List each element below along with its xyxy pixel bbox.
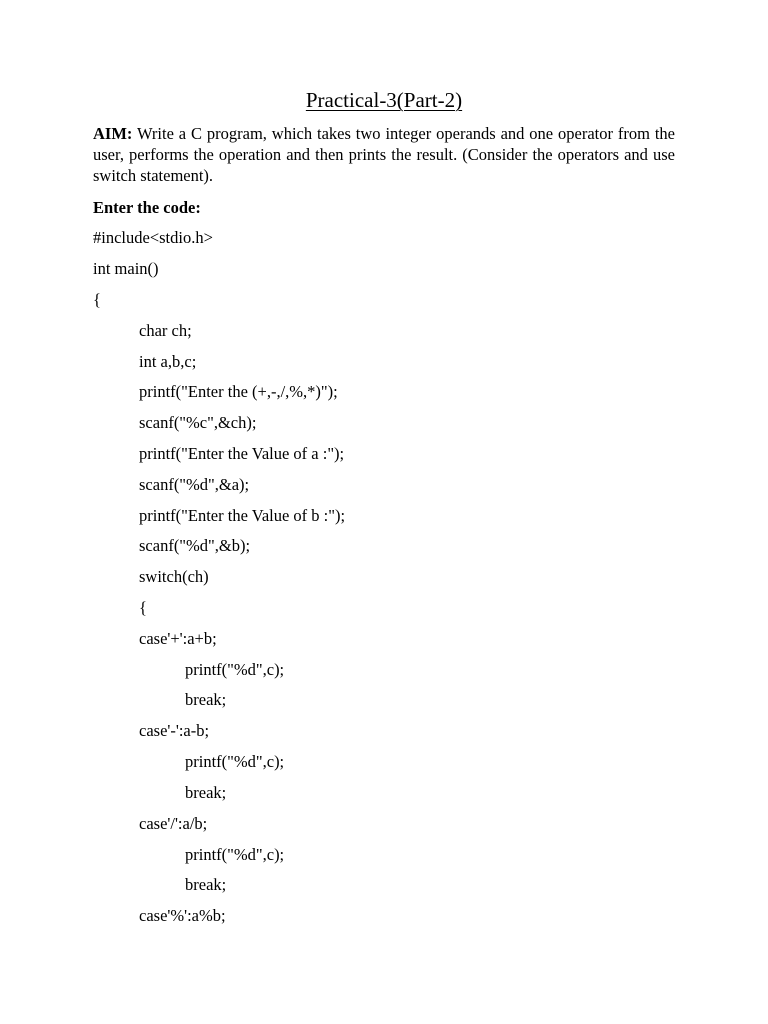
code-line: { xyxy=(93,290,101,309)
code-line: case'+':a+b; xyxy=(139,629,217,648)
code-line: #include<stdio.h> xyxy=(93,228,213,247)
aim-text: Write a C program, which takes two integer operands and one operator from the user, performs the operation and then prints the result. (Consider the operators and use switch statement). xyxy=(93,124,675,185)
code-line: case'-':a-b; xyxy=(139,721,210,740)
page-title xyxy=(0,86,768,114)
code-line: scanf("%d",&b); xyxy=(139,536,251,555)
code-line: scanf("%c",&ch); xyxy=(139,413,257,432)
code-line: scanf("%d",&a); xyxy=(139,475,250,494)
code-line: break; xyxy=(185,875,227,894)
code-line: switch(ch) xyxy=(139,567,209,586)
code-line: int a,b,c; xyxy=(139,352,197,371)
code-line: printf("%d",c); xyxy=(185,845,285,864)
code-line: printf("Enter the (+,-,/,%,*)"); xyxy=(139,382,338,401)
code-line: printf("Enter the Value of b :"); xyxy=(139,506,346,525)
code-line: case'%':a%b; xyxy=(139,906,226,925)
code-line: case'/':a/b; xyxy=(139,814,208,833)
code-line: printf("%d",c); xyxy=(185,660,285,679)
code-line: { xyxy=(139,598,147,617)
code-line: printf("Enter the Value of a :"); xyxy=(139,444,345,463)
code-line: printf("%d",c); xyxy=(185,752,285,771)
code-line: char ch; xyxy=(139,321,192,340)
page-title-text: Practical-3(Part-2) xyxy=(305,88,463,112)
code-heading: Enter the code: xyxy=(93,198,201,217)
code-line: break; xyxy=(185,690,227,709)
code-line: int main() xyxy=(93,259,159,278)
aim-label: AIM: xyxy=(93,124,133,143)
aim-paragraph xyxy=(93,123,675,186)
code-line: break; xyxy=(185,783,227,802)
